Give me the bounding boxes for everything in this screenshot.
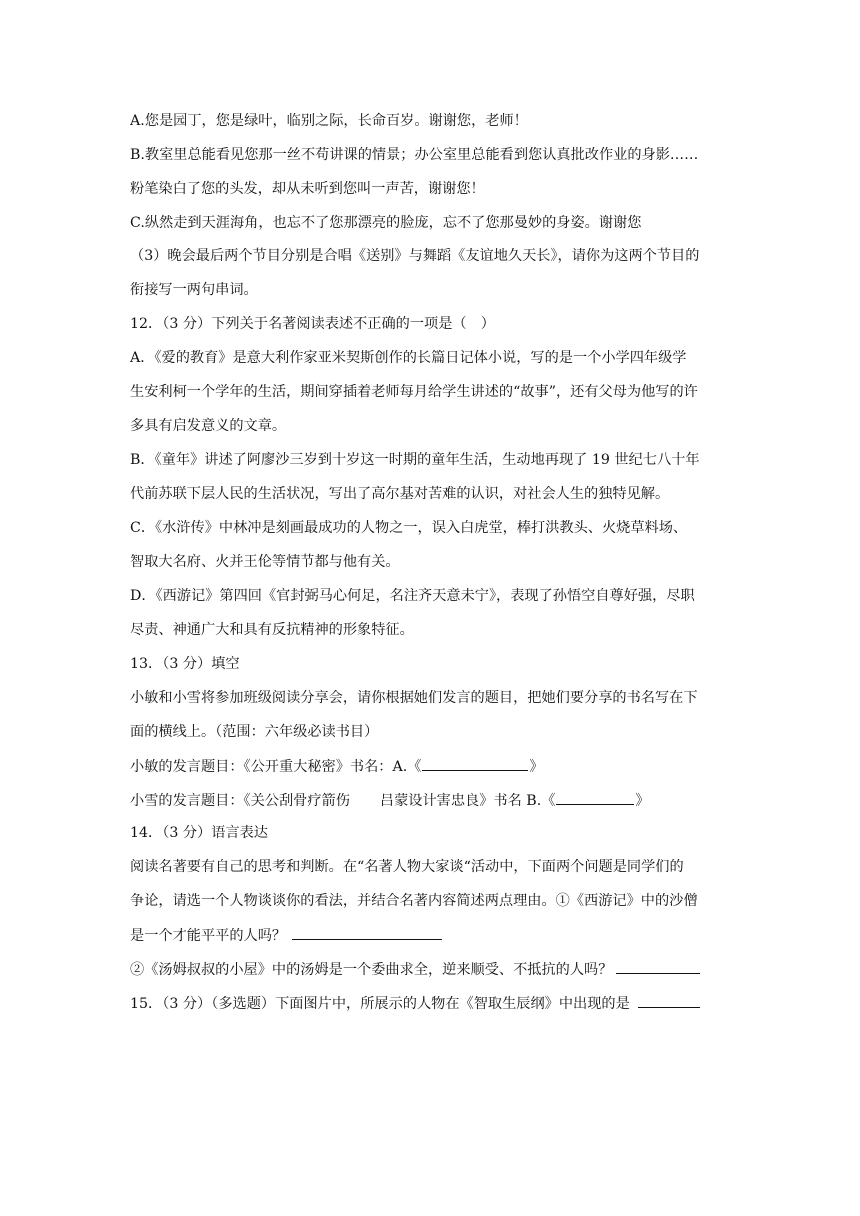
- q15-answer-blank[interactable]: [638, 993, 700, 1008]
- q11-option-a: A.您是园丁，您是绿叶，临别之际，长命百岁。谢谢您，老师！: [130, 113, 528, 129]
- q12-option-b-line2: 代前苏联下层人民的生活状况，写出了高尔基对苦难的认识，对社会人生的独特见解。: [130, 486, 670, 502]
- q13-intro-line1: 小敏和小雪将参加班级阅读分享会，请你根据她们发言的题目，把她们要分享的书名写在下: [130, 690, 698, 706]
- q14-line1: 阅读名著要有自己的思考和判断。在“名著人物大家谈“活动中，下面两个问题是同学们的: [130, 859, 684, 875]
- q14-answer-blank-1[interactable]: [292, 925, 442, 940]
- q15-stem-row: [130, 993, 734, 1014]
- q14-line3-row: [130, 925, 734, 946]
- q11-option-c: C.纵然走到天涯海角，也忘不了您那漂亮的脸庞，忘不了您那曼妙的身姿。谢谢您: [130, 215, 642, 231]
- q13-stem: 13．（3 分）填空: [130, 656, 240, 672]
- q11-option-b-line1: B.教室里总能看见您那一丝不苟讲课的情景；办公室里总能看到您认真批改作业的身影……: [130, 147, 699, 163]
- q13-answer-blank-a[interactable]: [422, 756, 528, 771]
- q13-xiaoxue-suffix: 》: [635, 793, 650, 809]
- q12-stem: 12．（3 分）下列关于名著阅读表述不正确的一项是（ ）: [130, 316, 495, 332]
- q13-xiaoxue-prefix: 小雪的发言题目：《关公刮骨疗箭伤: [130, 793, 350, 809]
- q14-line4: ②《汤姆叔叔的小屋》中的汤姆是一个委曲求全，逆来顺受、不抵抗的人吗？: [130, 962, 613, 978]
- q13-xiaomin-line: [130, 756, 734, 777]
- q12-option-b-line1: B．《童年》讲述了阿廖沙三岁到十岁这一时期的童年生活，生动地再现了 19 世纪七八十年: [130, 452, 700, 468]
- q13-intro-line2: 面的横线上。（范围：六年级必读书目）: [130, 724, 379, 740]
- q12-option-d-line1: D．《西游记》第四回《官封弼马心何足，名注齐天意未宁》，表现了孙悟空自尊好强，尽职: [130, 588, 695, 604]
- q11-part3-line1: （3）晚会最后两个节目分别是合唱《送别》与舞蹈《友谊地久天长》，请你为这两个节目的: [130, 248, 700, 264]
- q12-option-d-line2: 尽责、神通广大和具有反抗精神的形象特征。: [130, 622, 414, 638]
- q14-line2: 争论，请选一个人物谈谈你的看法，并结合名著内容简述两点理由。①《西游记》中的沙僧: [130, 893, 698, 909]
- q13-xiaoxue-line: [130, 790, 734, 811]
- q14-answer-blank-2[interactable]: [616, 959, 700, 974]
- q13-xiaomin-suffix: 》: [529, 759, 544, 775]
- q12-option-c-line2: 智取大名府、火并王伦等情节都与他有关。: [130, 554, 400, 570]
- q12-option-c-line1: C．《水浒传》中林冲是刻画最成功的人物之一，误入白虎堂，棒打洪教头、火烧草料场、: [130, 520, 688, 536]
- q11-part3-line2: 衔接写一两句串词。: [130, 282, 258, 298]
- q14-line4-row: [130, 959, 734, 980]
- q12-option-a-line2: 生安利柯一个学年的生活，期间穿插着老师每月给学生讲述的“故事”，还有父母为他写的许: [130, 384, 698, 400]
- q13-answer-blank-b[interactable]: [556, 790, 634, 805]
- q12-option-a-line3: 多具有启发意义的文章。: [130, 418, 287, 434]
- q13-xiaoxue-mid: 吕蒙设计害忠良》书名 B.《: [379, 793, 556, 809]
- q14-stem: 14．（3 分）语言表达: [130, 825, 268, 841]
- q13-xiaomin-prefix: 小敏的发言题目：《公开重大秘密》书名：A.《: [130, 759, 422, 775]
- q15-stem: 15．（3 分）（多选题）下面图片中，所展示的人物在《智取生辰纲》中出现的是: [130, 996, 630, 1012]
- q12-option-a-line1: A．《爱的教育》是意大利作家亚米契斯创作的长篇日记体小说，写的是一个小学四年级学: [130, 350, 687, 366]
- q11-option-b-line2: 粉笔染白了您的头发，却从未听到您叫一声苦，谢谢您！: [130, 181, 485, 197]
- q14-line3: 是一个才能平平的人吗？: [130, 928, 287, 944]
